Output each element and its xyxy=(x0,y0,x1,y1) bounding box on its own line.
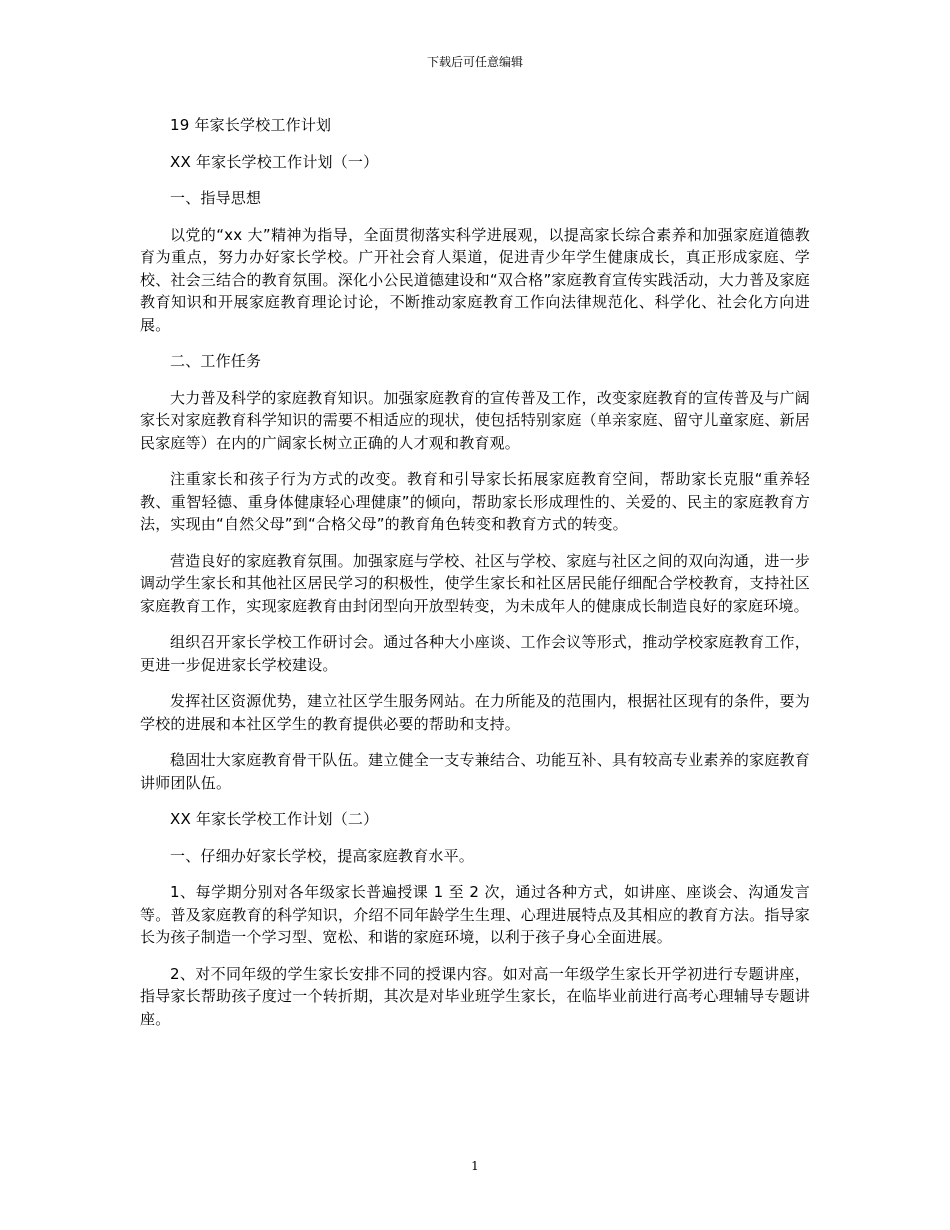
paragraph-task-atmosphere: 营造良好的家庭教育氛围。加强家庭与学校、社区与学校、家庭与社区之间的双向沟通，进一步调动学生家长和其他社区居民学习的积极性，使学生家长和社区居民能仔细配合学校教育，支持社区家庭教育工作，实现家庭教育由封闭型向开放型转变，为未成年人的健康成长制造良好的家庭环境。 xyxy=(140,551,810,615)
paragraph-task-community: 发挥社区资源优势，建立社区学生服务网站。在力所能及的范围内，根据社区现有的条件，要为学校的进展和本社区学生的教育提供必要的帮助和支持。 xyxy=(140,692,810,733)
paragraph-task-knowledge: 大力普及科学的家庭教育知识。加强家庭教育的宣传普及工作，改变家庭教育的宣传普及与广阔家长对家庭教育科学知识的需要不相适应的现状，使包括特别家庭（单亲家庭、留守儿童家庭、新居民家庭等）在内的广阔家长树立正确的人才观和教育观。 xyxy=(140,388,810,452)
heading-guiding-ideology: 一、指导思想 xyxy=(170,189,262,207)
paragraph-item-2: 2、对不同年级的学生家长安排不同的授课内容。如对高一年级学生家长开学初进行专题讲座，指导家长帮助孩子度过一个转折期，其次是对毕业班学生家长，在临毕业前进行高考心理辅导专题讲座。 xyxy=(140,964,810,1028)
document-body xyxy=(140,114,810,1044)
section-title-plan-2: XX 年家长学校工作计划（二） xyxy=(170,810,379,828)
paragraph-task-behavior: 注重家长和孩子行为方式的改变。教育和引导家长拓展家庭教育空间，帮助家长克服“重养轻教、重智轻德、重身体健康轻心理健康”的倾向，帮助家长形成理性的、关爱的、民主的家庭教育方法，实现由“自然父母”到“合格父母”的教育角色转变和教育方式的转变。 xyxy=(140,470,810,533)
document-title: 19 年家长学校工作计划 xyxy=(170,116,332,134)
paragraph-item-1: 1、每学期分别对各年级家长普遍授课 1 至 2 次，通过各种方式，如讲座、座谈会、沟通发言等。普及家庭教育的科学知识，介绍不同年龄学生生理、心理进展特点及其相应的教育方法。指导家长为孩子制造一个学习型、宽松、和谐的家庭环境，以利于孩子身心全面进展。 xyxy=(140,883,810,946)
page-header: 下载后可任意编辑 xyxy=(426,55,523,69)
heading-work-tasks: 二、工作任务 xyxy=(170,352,262,370)
paragraph-task-team: 稳固壮大家庭教育骨干队伍。建立健全一支专兼结合、功能互补、具有较高专业素养的家庭教育讲师团队伍。 xyxy=(140,751,810,792)
paragraph-guiding-ideology: 以党的“xx 大”精神为指导，全面贯彻落实科学进展观，以提高家长综合素养和加强家庭道德教育为重点，努力办好家长学校。广开社会育人渠道，促进青少年学生健康成长，真正形成家庭、学校、社会三结合的教育氛围。深化小公民道德建设和“双合格”家庭教育宣传实践活动，大力普及家庭教育知识和开展家庭教育理论讨论，不断推动家庭教育工作向法律规范化、科学化、社会化方向进展。 xyxy=(140,225,810,334)
paragraph-task-seminar: 组织召开家长学校工作研讨会。通过各种大小座谈、工作会议等形式，推动学校家庭教育工作，更进一步促进家长学校建设。 xyxy=(140,633,810,674)
page-number: 1 xyxy=(471,1159,479,1173)
heading-parent-school: 一、仔细办好家长学校，提高家庭教育水平。 xyxy=(170,846,475,865)
section-title-plan-1: XX 年家长学校工作计划（一） xyxy=(170,152,379,171)
